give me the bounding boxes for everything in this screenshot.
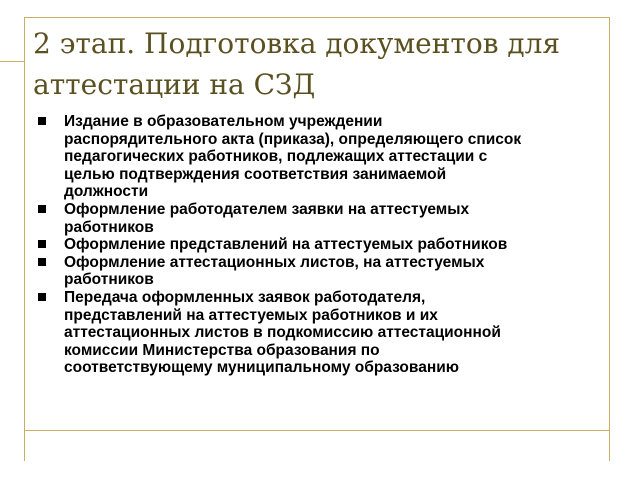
- bullet-text-5-line-5: соответствующему муниципальному образованию: [64, 359, 459, 377]
- bullet-text-5-line-1: Передача оформленных заявок работодателя,: [64, 288, 426, 306]
- slide-accent-line: [0, 61, 24, 62]
- square-bullet-icon: [38, 205, 46, 213]
- bullet-item-4: [36, 254, 604, 289]
- slide-frame-right-line: [609, 17, 610, 461]
- bullet-item-3: [36, 236, 604, 254]
- bullet-item-1: [36, 113, 604, 201]
- bullet-text-4-line-2: работников: [64, 271, 154, 289]
- bullet-text-5-line-3: аттестационных листов в подкомиссию аттестационной: [64, 324, 501, 342]
- bullet-text-3-line-1: Оформление представлений на аттестуемых работников: [64, 236, 508, 254]
- slide-frame-bottom-line: [24, 430, 610, 431]
- bullet-text-2-line-2: работников: [64, 218, 154, 236]
- bullet-item-2: [36, 201, 604, 236]
- bullet-text-5-line-4: комиссии Министерства образования по: [64, 341, 380, 359]
- bullet-text-1-line-4: целью подтверждения соответствия занимаемой: [64, 165, 447, 183]
- square-bullet-icon: [38, 117, 46, 125]
- slide-title-line-1: 2 этап. Подготовка документов для: [33, 27, 561, 60]
- slide-frame-top-line: [24, 17, 610, 18]
- square-bullet-icon: [38, 293, 46, 301]
- bullet-list: [36, 113, 604, 377]
- slide-frame-left-line: [24, 17, 25, 461]
- bullet-text-1-line-1: Издание в образовательном учреждении: [64, 113, 383, 130]
- bullet-text-5-line-2: представлений на аттестуемых работников и их: [64, 306, 438, 324]
- slide-title: [33, 23, 603, 105]
- bullet-text-1-line-3: педагогических работников, подлежащих аттестации с: [64, 148, 488, 166]
- bullet-text-1-line-5: должности: [64, 183, 149, 201]
- square-bullet-icon: [38, 240, 46, 248]
- bullet-text-1-line-2: распорядительного акта (приказа), определяющего список: [64, 130, 522, 148]
- slide-title-line-2: аттестации на СЗД: [33, 68, 316, 101]
- square-bullet-icon: [38, 258, 46, 266]
- bullet-text-2-line-1: Оформление работодателем заявки на аттестуемых: [64, 200, 470, 218]
- bullet-item-5: [36, 289, 604, 377]
- bullet-text-4-line-1: Оформление аттестационных листов, на аттестуемых: [64, 253, 485, 271]
